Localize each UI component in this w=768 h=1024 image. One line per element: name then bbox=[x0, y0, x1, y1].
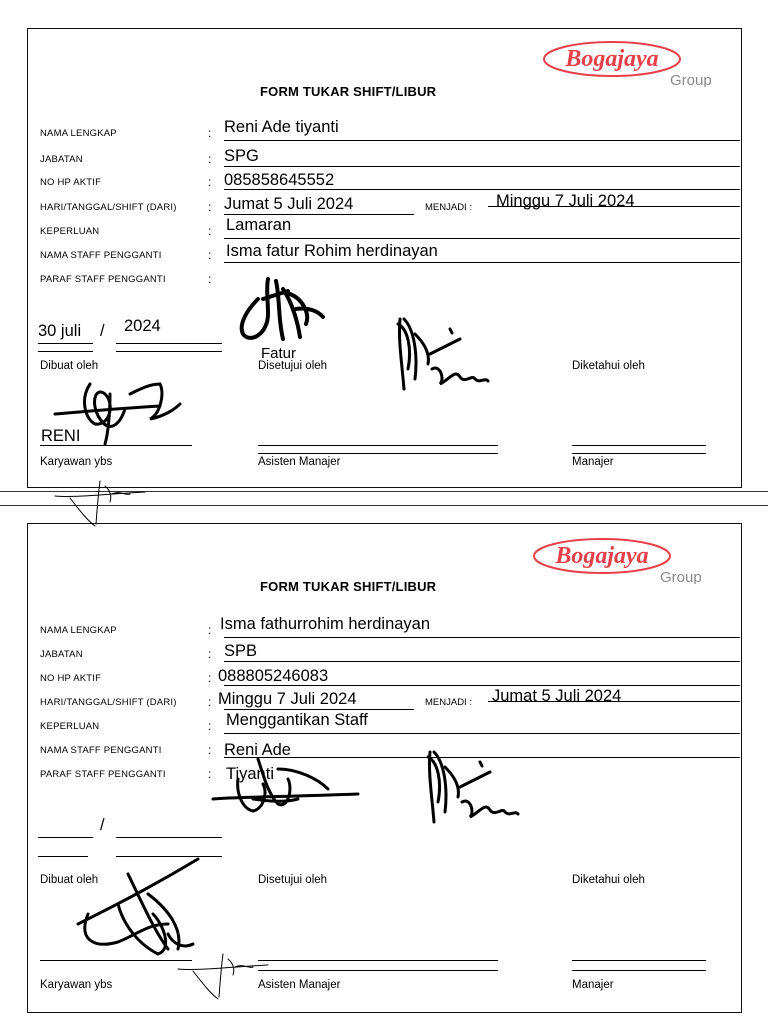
label-pengganti: NAMA STAFF PENGGANTI bbox=[40, 250, 162, 261]
colon: : bbox=[208, 647, 212, 661]
asisten-manajer-signature bbox=[390, 309, 500, 399]
label-nohp: NO HP AKTIF bbox=[40, 673, 102, 684]
row-jabatan bbox=[40, 638, 740, 662]
date-underline bbox=[116, 343, 222, 344]
label-menjadi: MENJADI : bbox=[425, 697, 472, 708]
label-jabatan: JABATAN bbox=[40, 649, 83, 660]
value-hari[interactable]: Minggu 7 Juli 2024 bbox=[218, 690, 357, 708]
value-jabatan[interactable]: SPG bbox=[224, 147, 259, 165]
signature-line bbox=[572, 453, 706, 454]
caption-dibuat: Dibuat oleh bbox=[40, 874, 99, 886]
caption-manajer: Manajer bbox=[572, 979, 614, 991]
label-pengganti: NAMA STAFF PENGGANTI bbox=[40, 745, 162, 756]
row-jabatan bbox=[40, 143, 740, 167]
logo-sub: Group bbox=[660, 569, 702, 584]
form-tukar-shift-2 bbox=[27, 523, 742, 1013]
caption-karyawan: Karyawan ybs bbox=[40, 456, 113, 468]
value-nohp[interactable]: 088805246083 bbox=[218, 667, 329, 685]
logo-sub: Group bbox=[670, 72, 712, 87]
signature-line bbox=[258, 445, 498, 446]
row-nama bbox=[40, 614, 740, 638]
value-keperluan[interactable]: Menggantikan Staff bbox=[226, 711, 368, 729]
date-underline bbox=[116, 351, 222, 352]
value-menjadi[interactable]: Minggu 7 Juli 2024 bbox=[496, 192, 635, 210]
karyawan-name: RENI bbox=[41, 427, 81, 445]
label-paraf: PARAF STAFF PENGGANTI bbox=[40, 769, 166, 780]
value-nama[interactable]: Isma fathurrohim herdinayan bbox=[220, 615, 431, 633]
colon: : bbox=[208, 152, 212, 166]
date-underline bbox=[38, 343, 93, 344]
value-menjadi[interactable]: Jumat 5 Juli 2024 bbox=[492, 687, 622, 705]
row-pengganti bbox=[40, 239, 740, 263]
karyawan-signature bbox=[68, 854, 218, 964]
date-slash: / bbox=[100, 816, 105, 834]
label-hari: HARI/TANGGAL/SHIFT (DARI) bbox=[40, 202, 177, 213]
caption-disetujui: Disetujui oleh bbox=[258, 874, 328, 886]
colon: : bbox=[208, 126, 212, 140]
label-paraf: PARAF STAFF PENGGANTI bbox=[40, 274, 166, 285]
value-jabatan[interactable]: SPB bbox=[224, 642, 258, 660]
colon: : bbox=[208, 623, 212, 637]
colon: : bbox=[208, 248, 212, 262]
caption-disetujui: Disetujui oleh bbox=[258, 360, 328, 372]
date-underline bbox=[38, 351, 93, 352]
date-year[interactable]: 2024 bbox=[124, 317, 161, 335]
caption-karyawan: Karyawan ybs bbox=[40, 979, 113, 991]
colon: : bbox=[208, 767, 212, 781]
row-pengganti bbox=[40, 734, 740, 758]
value-keperluan[interactable]: Lamaran bbox=[226, 216, 292, 234]
form-title: FORM TUKAR SHIFT/LIBUR bbox=[260, 579, 437, 594]
separator-signature bbox=[50, 476, 160, 528]
value-paraf[interactable]: Tiyanti bbox=[226, 765, 274, 783]
value-nohp[interactable]: 085858645552 bbox=[224, 171, 335, 189]
row-keperluan bbox=[40, 710, 740, 734]
caption-manajer: Manajer bbox=[572, 456, 614, 468]
row-nohp bbox=[40, 166, 740, 190]
bogajaya-logo bbox=[542, 39, 727, 87]
date-day[interactable]: 30 juli bbox=[38, 322, 82, 340]
caption-asisten: Asisten Manajer bbox=[258, 979, 341, 991]
logo-brand: Bogajaya bbox=[555, 543, 649, 569]
caption-diketahui: Diketahui oleh bbox=[572, 360, 645, 372]
field-line bbox=[224, 189, 740, 190]
colon: : bbox=[208, 224, 212, 238]
signature-line bbox=[258, 960, 498, 961]
asisten-manajer-signature bbox=[420, 742, 530, 832]
caption-dibuat: Dibuat oleh bbox=[40, 360, 99, 372]
logo-brand: Bogajaya bbox=[565, 46, 659, 72]
signature-line bbox=[40, 445, 192, 446]
colon: : bbox=[208, 695, 212, 709]
label-nama: NAMA LENGKAP bbox=[40, 128, 117, 139]
colon: : bbox=[208, 719, 212, 733]
row-hari bbox=[40, 686, 740, 710]
date-underline[interactable] bbox=[116, 837, 222, 838]
date-slash: / bbox=[100, 322, 105, 340]
row-paraf bbox=[40, 758, 740, 782]
label-keperluan: KEPERLUAN bbox=[40, 226, 100, 237]
field-line bbox=[488, 206, 740, 207]
paraf-name: Fatur bbox=[261, 345, 297, 362]
row-hari bbox=[40, 191, 740, 215]
form-tukar-shift-1 bbox=[27, 28, 742, 488]
label-menjadi: MENJADI : bbox=[425, 202, 472, 213]
row-keperluan bbox=[40, 215, 740, 239]
label-keperluan: KEPERLUAN bbox=[40, 721, 100, 732]
field-line bbox=[224, 140, 740, 141]
row-nama bbox=[40, 117, 740, 141]
colon: : bbox=[208, 175, 212, 189]
signature-line bbox=[258, 453, 498, 454]
bogajaya-logo bbox=[532, 536, 717, 584]
label-jabatan: JABATAN bbox=[40, 154, 83, 165]
label-nama: NAMA LENGKAP bbox=[40, 625, 117, 636]
value-pengganti[interactable]: Reni Ade bbox=[224, 741, 291, 759]
row-paraf bbox=[40, 263, 740, 287]
colon: : bbox=[208, 671, 212, 685]
colon: : bbox=[208, 200, 212, 214]
paraf-signature bbox=[208, 739, 368, 819]
form-title: FORM TUKAR SHIFT/LIBUR bbox=[260, 84, 437, 99]
caption-diketahui: Diketahui oleh bbox=[572, 874, 645, 886]
value-hari[interactable]: Jumat 5 Juli 2024 bbox=[224, 195, 354, 213]
signature-line bbox=[572, 970, 706, 971]
signature-line bbox=[572, 445, 706, 446]
row-nohp bbox=[40, 662, 740, 686]
signature-line bbox=[40, 960, 192, 961]
caption-asisten: Asisten Manajer bbox=[258, 456, 341, 468]
field-line bbox=[488, 701, 740, 702]
value-nama[interactable]: Reni Ade tiyanti bbox=[224, 118, 339, 136]
bottom-small-signature bbox=[173, 949, 283, 1001]
label-hari: HARI/TANGGAL/SHIFT (DARI) bbox=[40, 697, 177, 708]
date-underline[interactable] bbox=[38, 837, 93, 838]
signature-line bbox=[258, 970, 498, 971]
colon: : bbox=[208, 743, 212, 757]
colon: : bbox=[208, 272, 212, 286]
label-nohp: NO HP AKTIF bbox=[40, 177, 102, 188]
value-pengganti[interactable]: Isma fatur Rohim herdinayan bbox=[226, 242, 438, 260]
signature-line bbox=[572, 960, 706, 961]
